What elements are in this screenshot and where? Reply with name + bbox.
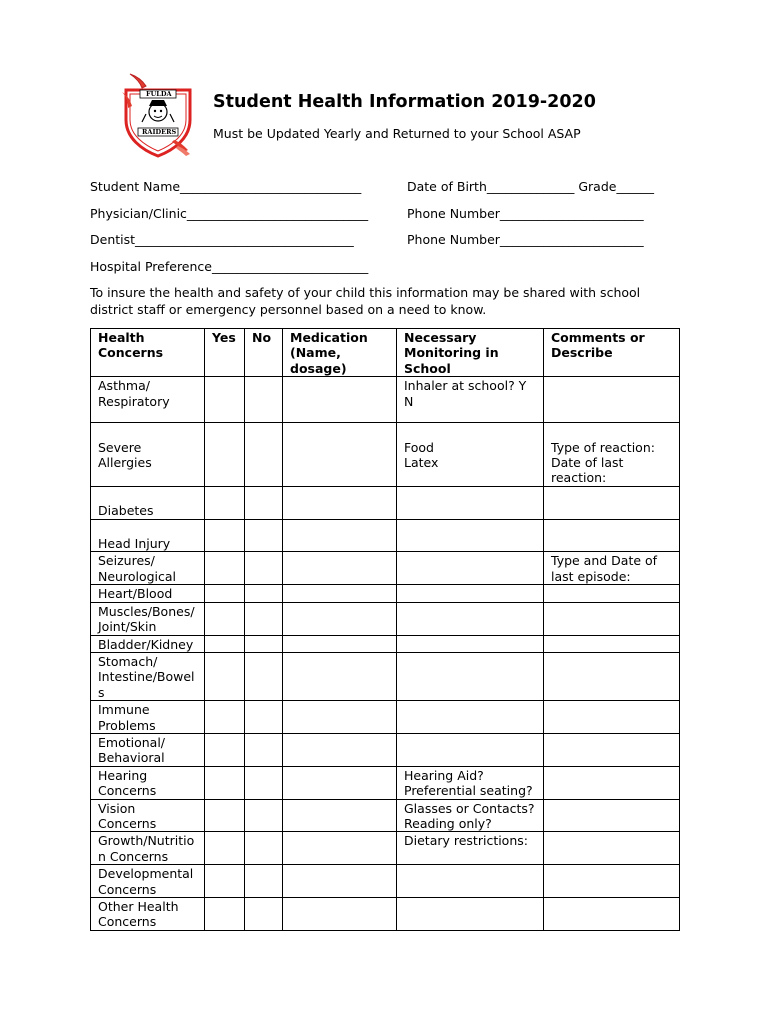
concern-cell: Heart/Blood	[91, 585, 205, 602]
medication-cell[interactable]	[283, 635, 397, 652]
comments-cell[interactable]	[544, 832, 680, 865]
monitoring-cell[interactable]	[397, 552, 544, 585]
concern-cell: Emotional/ Behavioral	[91, 733, 205, 766]
monitoring-cell[interactable]	[397, 635, 544, 652]
monitoring-cell[interactable]	[397, 652, 544, 700]
comments-cell[interactable]	[544, 652, 680, 700]
comments-cell[interactable]	[544, 865, 680, 898]
no-checkbox-cell[interactable]	[245, 423, 283, 487]
yes-checkbox-cell[interactable]	[205, 898, 245, 931]
comments-cell[interactable]	[544, 519, 680, 552]
dentist-phone-field[interactable]: Phone Number_______________________	[407, 232, 644, 247]
concern-cell: Developmental Concerns	[91, 865, 205, 898]
medication-cell[interactable]	[283, 519, 397, 552]
table-row	[91, 865, 680, 898]
table-body	[91, 377, 680, 931]
medication-cell[interactable]	[283, 766, 397, 799]
monitoring-cell[interactable]	[397, 602, 544, 635]
monitoring-cell[interactable]: Hearing Aid? Preferential seating?	[397, 766, 544, 799]
table-row	[91, 652, 680, 700]
logo-top-text: FULDA	[146, 90, 172, 98]
monitoring-cell[interactable]	[397, 733, 544, 766]
dentist-field[interactable]: Dentist___________________________________	[90, 232, 354, 247]
header-monitoring: Necessary Monitoring in School	[397, 329, 544, 377]
yes-checkbox-cell[interactable]	[205, 552, 245, 585]
concern-cell: Bladder/Kidney	[91, 635, 205, 652]
comments-cell[interactable]	[544, 701, 680, 734]
concern-cell: Growth/Nutritio n Concerns	[91, 832, 205, 865]
header-no: No	[245, 329, 283, 377]
comments-cell[interactable]	[544, 799, 680, 832]
no-checkbox-cell[interactable]	[245, 799, 283, 832]
raider-mascot-shield-icon	[118, 70, 198, 158]
header-comments: Comments or Describe	[544, 329, 680, 377]
no-checkbox-cell[interactable]	[245, 635, 283, 652]
comments-cell[interactable]	[544, 602, 680, 635]
no-checkbox-cell[interactable]	[245, 602, 283, 635]
page-subtitle: Must be Updated Yearly and Returned to your School ASAP	[213, 126, 581, 141]
health-concerns-table	[90, 328, 680, 931]
no-checkbox-cell[interactable]	[245, 898, 283, 931]
comments-cell[interactable]	[544, 766, 680, 799]
medication-cell[interactable]	[283, 585, 397, 602]
no-checkbox-cell[interactable]	[245, 652, 283, 700]
header-health-concerns: Health Concerns	[91, 329, 205, 377]
no-checkbox-cell[interactable]	[245, 585, 283, 602]
concern-cell: Other Health Concerns	[91, 898, 205, 931]
table-row	[91, 766, 680, 799]
table-row	[91, 519, 680, 552]
no-checkbox-cell[interactable]	[245, 701, 283, 734]
medication-cell[interactable]	[283, 733, 397, 766]
comments-cell[interactable]	[544, 635, 680, 652]
monitoring-cell[interactable]	[397, 486, 544, 519]
concern-cell: Seizures/ Neurological	[91, 552, 205, 585]
medication-cell[interactable]	[283, 799, 397, 832]
logo-bottom-text: RAIDERS	[142, 128, 177, 136]
concern-cell: Asthma/ Respiratory	[91, 377, 205, 423]
medication-cell[interactable]	[283, 652, 397, 700]
comments-cell[interactable]	[544, 486, 680, 519]
medication-cell[interactable]	[283, 552, 397, 585]
concern-cell: Hearing Concerns	[91, 766, 205, 799]
physician-phone-field[interactable]: Phone Number_______________________	[407, 206, 644, 221]
monitoring-cell[interactable]: Food Latex	[397, 423, 544, 487]
table-row	[91, 799, 680, 832]
no-checkbox-cell[interactable]	[245, 865, 283, 898]
concern-cell: Muscles/Bones/ Joint/Skin	[91, 602, 205, 635]
date-of-birth-grade-field[interactable]: Date of Birth______________ Grade______	[407, 179, 654, 194]
concern-cell: Diabetes	[91, 486, 205, 519]
yes-checkbox-cell[interactable]	[205, 486, 245, 519]
hospital-preference-field[interactable]: Hospital Preference_________________________	[90, 259, 369, 274]
concern-cell: Severe Allergies	[91, 423, 205, 487]
yes-checkbox-cell[interactable]	[205, 652, 245, 700]
table-row	[91, 602, 680, 635]
concern-cell: Head Injury	[91, 519, 205, 552]
no-checkbox-cell[interactable]	[245, 733, 283, 766]
yes-checkbox-cell[interactable]	[205, 585, 245, 602]
no-checkbox-cell[interactable]	[245, 832, 283, 865]
yes-checkbox-cell[interactable]	[205, 733, 245, 766]
medication-cell[interactable]	[283, 377, 397, 423]
monitoring-cell[interactable]: Dietary restrictions:	[397, 832, 544, 865]
yes-checkbox-cell[interactable]	[205, 832, 245, 865]
yes-checkbox-cell[interactable]	[205, 799, 245, 832]
yes-checkbox-cell[interactable]	[205, 519, 245, 552]
table-row	[91, 377, 680, 423]
concern-cell: Immune Problems	[91, 701, 205, 734]
table-row	[91, 898, 680, 931]
no-checkbox-cell[interactable]	[245, 766, 283, 799]
page-title: Student Health Information 2019-2020	[213, 92, 596, 112]
medication-cell[interactable]	[283, 865, 397, 898]
table-header-row	[91, 329, 680, 377]
monitoring-cell[interactable]	[397, 519, 544, 552]
monitoring-cell[interactable]	[397, 898, 544, 931]
table-row	[91, 832, 680, 865]
table-row	[91, 701, 680, 734]
medication-cell[interactable]	[283, 832, 397, 865]
yes-checkbox-cell[interactable]	[205, 701, 245, 734]
comments-cell[interactable]	[544, 585, 680, 602]
table-row	[91, 635, 680, 652]
physician-clinic-field[interactable]: Physician/Clinic_____________________________	[90, 206, 369, 221]
no-checkbox-cell[interactable]	[245, 377, 283, 423]
table-row	[91, 486, 680, 519]
monitoring-cell[interactable]: Glasses or Contacts? Reading only?	[397, 799, 544, 832]
medication-cell[interactable]	[283, 423, 397, 487]
school-logo	[118, 70, 198, 158]
comments-cell[interactable]: Type and Date of last episode:	[544, 552, 680, 585]
yes-checkbox-cell[interactable]	[205, 602, 245, 635]
concern-cell: Vision Concerns	[91, 799, 205, 832]
comments-cell[interactable]	[544, 898, 680, 931]
table-row	[91, 585, 680, 602]
intro-text: To insure the health and safety of your child this information may be shared with school district staff or emergency personnel based on a need to know.	[90, 285, 641, 317]
medication-cell[interactable]	[283, 898, 397, 931]
comments-cell[interactable]: Type of reaction: Date of last reaction:	[544, 423, 680, 487]
table-row	[91, 423, 680, 487]
monitoring-cell[interactable]	[397, 585, 544, 602]
student-name-field[interactable]: Student Name_____________________________	[90, 179, 362, 194]
monitoring-cell[interactable]: Inhaler at school? Y N	[397, 377, 544, 423]
yes-checkbox-cell[interactable]	[205, 865, 245, 898]
header-medication: Medication (Name, dosage)	[283, 329, 397, 377]
table-row	[91, 733, 680, 766]
no-checkbox-cell[interactable]	[245, 552, 283, 585]
comments-cell[interactable]	[544, 377, 680, 423]
comments-cell[interactable]	[544, 733, 680, 766]
no-checkbox-cell[interactable]	[245, 486, 283, 519]
medication-cell[interactable]	[283, 486, 397, 519]
table-row	[91, 552, 680, 585]
header-yes: Yes	[205, 329, 245, 377]
yes-checkbox-cell[interactable]	[205, 377, 245, 423]
monitoring-cell[interactable]	[397, 701, 544, 734]
medication-cell[interactable]	[283, 701, 397, 734]
monitoring-cell[interactable]	[397, 865, 544, 898]
no-checkbox-cell[interactable]	[245, 519, 283, 552]
yes-checkbox-cell[interactable]	[205, 635, 245, 652]
medication-cell[interactable]	[283, 602, 397, 635]
yes-checkbox-cell[interactable]	[205, 423, 245, 487]
yes-checkbox-cell[interactable]	[205, 766, 245, 799]
concern-cell: Stomach/ Intestine/Bowel s	[91, 652, 205, 700]
